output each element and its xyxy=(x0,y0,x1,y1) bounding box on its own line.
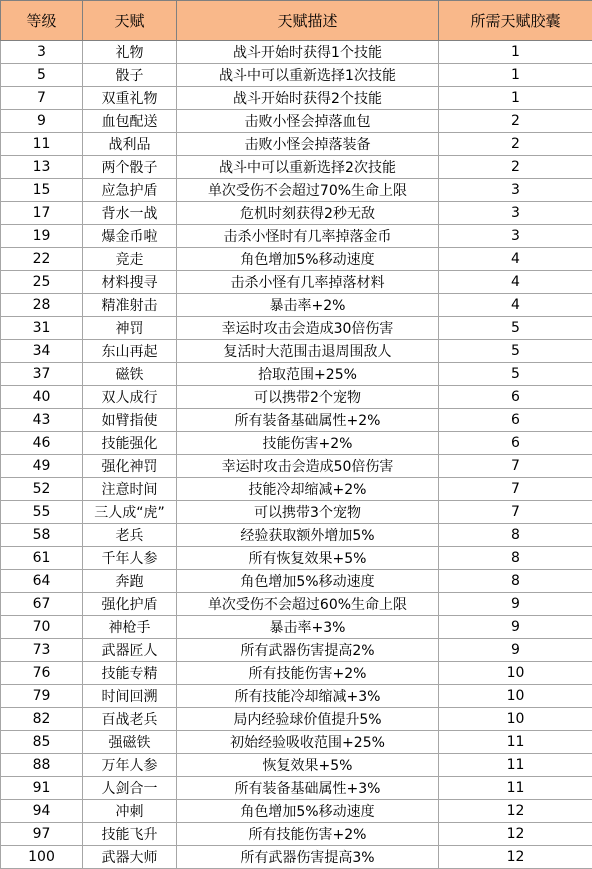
table-row xyxy=(1,823,592,846)
cell-level: 79 xyxy=(1,685,83,708)
cell-talent: 技能强化 xyxy=(83,432,177,455)
cell-talent: 技能飞升 xyxy=(83,823,177,846)
cell-description: 战斗中可以重新选择1次技能 xyxy=(177,64,439,87)
cell-talent: 磁铁 xyxy=(83,363,177,386)
table-row xyxy=(1,547,592,570)
table-header xyxy=(1,1,592,41)
cell-description: 所有技能伤害+2% xyxy=(177,662,439,685)
table-row xyxy=(1,409,592,432)
cell-talent: 注意时间 xyxy=(83,478,177,501)
cell-level: 55 xyxy=(1,501,83,524)
cell-talent: 礼物 xyxy=(83,41,177,64)
cell-talent: 技能专精 xyxy=(83,662,177,685)
cell-description: 暴击率+3% xyxy=(177,616,439,639)
cell-description: 角色增加5%移动速度 xyxy=(177,248,439,271)
cell-capsules: 9 xyxy=(439,616,592,639)
header-talent: 天赋 xyxy=(83,1,177,41)
table-row xyxy=(1,156,592,179)
cell-level: 22 xyxy=(1,248,83,271)
cell-talent: 东山再起 xyxy=(83,340,177,363)
cell-description: 可以携带2个宠物 xyxy=(177,386,439,409)
cell-level: 5 xyxy=(1,64,83,87)
cell-capsules: 12 xyxy=(439,800,592,823)
cell-talent: 精准射击 xyxy=(83,294,177,317)
cell-capsules: 1 xyxy=(439,41,592,64)
cell-capsules: 2 xyxy=(439,133,592,156)
cell-capsules: 10 xyxy=(439,662,592,685)
cell-level: 34 xyxy=(1,340,83,363)
cell-level: 88 xyxy=(1,754,83,777)
cell-talent: 材料搜寻 xyxy=(83,271,177,294)
cell-level: 13 xyxy=(1,156,83,179)
cell-description: 单次受伤不会超过70%生命上限 xyxy=(177,179,439,202)
cell-level: 37 xyxy=(1,363,83,386)
cell-description: 技能冷却缩减+2% xyxy=(177,478,439,501)
table-row xyxy=(1,340,592,363)
cell-level: 91 xyxy=(1,777,83,800)
cell-talent: 万年人参 xyxy=(83,754,177,777)
table-row xyxy=(1,294,592,317)
cell-talent: 老兵 xyxy=(83,524,177,547)
cell-level: 73 xyxy=(1,639,83,662)
cell-talent: 时间回溯 xyxy=(83,685,177,708)
cell-description: 战斗中可以重新选择2次技能 xyxy=(177,156,439,179)
table-row xyxy=(1,64,592,87)
cell-description: 危机时刻获得2秒无敌 xyxy=(177,202,439,225)
cell-capsules: 9 xyxy=(439,593,592,616)
cell-level: 97 xyxy=(1,823,83,846)
cell-description: 拾取范围+25% xyxy=(177,363,439,386)
cell-level: 52 xyxy=(1,478,83,501)
cell-level: 28 xyxy=(1,294,83,317)
table-row xyxy=(1,317,592,340)
cell-level: 70 xyxy=(1,616,83,639)
cell-talent: 神罚 xyxy=(83,317,177,340)
cell-capsules: 1 xyxy=(439,87,592,110)
cell-description: 暴击率+2% xyxy=(177,294,439,317)
cell-capsules: 3 xyxy=(439,179,592,202)
cell-level: 100 xyxy=(1,846,83,869)
cell-talent: 强化护盾 xyxy=(83,593,177,616)
cell-talent: 人剑合一 xyxy=(83,777,177,800)
cell-capsules: 5 xyxy=(439,317,592,340)
cell-capsules: 2 xyxy=(439,156,592,179)
cell-capsules: 4 xyxy=(439,271,592,294)
cell-description: 局内经验球价值提升5% xyxy=(177,708,439,731)
cell-talent: 千年人参 xyxy=(83,547,177,570)
cell-capsules: 6 xyxy=(439,432,592,455)
cell-description: 幸运时攻击会造成50倍伤害 xyxy=(177,455,439,478)
table-row xyxy=(1,202,592,225)
header-level: 等级 xyxy=(1,1,83,41)
table-row xyxy=(1,639,592,662)
table-row xyxy=(1,363,592,386)
header-capsules: 所需天赋胶囊 xyxy=(439,1,592,41)
cell-talent: 双人成行 xyxy=(83,386,177,409)
table-row xyxy=(1,478,592,501)
cell-description: 可以携带3个宠物 xyxy=(177,501,439,524)
cell-capsules: 4 xyxy=(439,248,592,271)
cell-description: 所有武器伤害提高3% xyxy=(177,846,439,869)
cell-capsules: 12 xyxy=(439,823,592,846)
cell-talent: 武器匠人 xyxy=(83,639,177,662)
table-row xyxy=(1,685,592,708)
table-row xyxy=(1,662,592,685)
cell-level: 85 xyxy=(1,731,83,754)
cell-level: 49 xyxy=(1,455,83,478)
cell-description: 恢复效果+5% xyxy=(177,754,439,777)
cell-description: 角色增加5%移动速度 xyxy=(177,800,439,823)
cell-capsules: 7 xyxy=(439,501,592,524)
cell-talent: 血包配送 xyxy=(83,110,177,133)
cell-capsules: 8 xyxy=(439,570,592,593)
cell-description: 击败小怪会掉落装备 xyxy=(177,133,439,156)
table-row xyxy=(1,432,592,455)
table-row xyxy=(1,616,592,639)
cell-level: 64 xyxy=(1,570,83,593)
cell-capsules: 1 xyxy=(439,64,592,87)
cell-talent: 强化神罚 xyxy=(83,455,177,478)
cell-capsules: 8 xyxy=(439,524,592,547)
cell-capsules: 7 xyxy=(439,478,592,501)
cell-talent: 三人成“虎” xyxy=(83,501,177,524)
cell-capsules: 5 xyxy=(439,340,592,363)
table-row xyxy=(1,133,592,156)
cell-capsules: 7 xyxy=(439,455,592,478)
table-row xyxy=(1,570,592,593)
cell-level: 76 xyxy=(1,662,83,685)
cell-capsules: 5 xyxy=(439,363,592,386)
cell-capsules: 2 xyxy=(439,110,592,133)
table-row xyxy=(1,455,592,478)
table-row xyxy=(1,87,592,110)
cell-level: 25 xyxy=(1,271,83,294)
cell-level: 94 xyxy=(1,800,83,823)
cell-level: 46 xyxy=(1,432,83,455)
cell-level: 40 xyxy=(1,386,83,409)
cell-level: 61 xyxy=(1,547,83,570)
cell-description: 击败小怪会掉落血包 xyxy=(177,110,439,133)
cell-level: 7 xyxy=(1,87,83,110)
cell-description: 经验获取额外增加5% xyxy=(177,524,439,547)
header-row xyxy=(1,1,592,41)
cell-capsules: 10 xyxy=(439,685,592,708)
cell-description: 技能伤害+2% xyxy=(177,432,439,455)
cell-level: 43 xyxy=(1,409,83,432)
cell-talent: 爆金币啦 xyxy=(83,225,177,248)
table-row xyxy=(1,248,592,271)
table-row xyxy=(1,179,592,202)
cell-level: 31 xyxy=(1,317,83,340)
cell-level: 17 xyxy=(1,202,83,225)
cell-talent: 战利品 xyxy=(83,133,177,156)
cell-talent: 如臂指使 xyxy=(83,409,177,432)
cell-level: 58 xyxy=(1,524,83,547)
cell-talent: 竞走 xyxy=(83,248,177,271)
table-body xyxy=(1,41,592,869)
table-row xyxy=(1,708,592,731)
table-row xyxy=(1,846,592,869)
cell-talent: 百战老兵 xyxy=(83,708,177,731)
table-row xyxy=(1,731,592,754)
table-row xyxy=(1,386,592,409)
cell-level: 15 xyxy=(1,179,83,202)
table-row xyxy=(1,593,592,616)
cell-talent: 双重礼物 xyxy=(83,87,177,110)
cell-description: 初始经验吸收范围+25% xyxy=(177,731,439,754)
cell-talent: 应急护盾 xyxy=(83,179,177,202)
cell-talent: 冲刺 xyxy=(83,800,177,823)
cell-description: 单次受伤不会超过60%生命上限 xyxy=(177,593,439,616)
cell-capsules: 3 xyxy=(439,202,592,225)
cell-capsules: 11 xyxy=(439,777,592,800)
header-description: 天赋描述 xyxy=(177,1,439,41)
cell-capsules: 3 xyxy=(439,225,592,248)
cell-level: 3 xyxy=(1,41,83,64)
cell-description: 击杀小怪有几率掉落材料 xyxy=(177,271,439,294)
table-row xyxy=(1,110,592,133)
table-row xyxy=(1,271,592,294)
cell-description: 所有装备基础属性+2% xyxy=(177,409,439,432)
cell-description: 所有武器伤害提高2% xyxy=(177,639,439,662)
cell-capsules: 9 xyxy=(439,639,592,662)
cell-description: 复活时大范围击退周围敌人 xyxy=(177,340,439,363)
cell-talent: 骰子 xyxy=(83,64,177,87)
cell-capsules: 10 xyxy=(439,708,592,731)
cell-capsules: 11 xyxy=(439,754,592,777)
cell-level: 67 xyxy=(1,593,83,616)
cell-talent: 武器大师 xyxy=(83,846,177,869)
table-row xyxy=(1,501,592,524)
cell-capsules: 6 xyxy=(439,409,592,432)
cell-description: 所有恢复效果+5% xyxy=(177,547,439,570)
table-row xyxy=(1,754,592,777)
cell-capsules: 6 xyxy=(439,386,592,409)
cell-level: 11 xyxy=(1,133,83,156)
table-row xyxy=(1,225,592,248)
cell-talent: 背水一战 xyxy=(83,202,177,225)
cell-capsules: 4 xyxy=(439,294,592,317)
cell-description: 所有技能伤害+2% xyxy=(177,823,439,846)
cell-talent: 奔跑 xyxy=(83,570,177,593)
cell-talent: 强磁铁 xyxy=(83,731,177,754)
cell-level: 19 xyxy=(1,225,83,248)
cell-description: 所有技能冷却缩减+3% xyxy=(177,685,439,708)
cell-level: 82 xyxy=(1,708,83,731)
table-row xyxy=(1,800,592,823)
table-row xyxy=(1,777,592,800)
cell-talent: 两个骰子 xyxy=(83,156,177,179)
table-row xyxy=(1,41,592,64)
cell-capsules: 8 xyxy=(439,547,592,570)
cell-description: 击杀小怪时有几率掉落金币 xyxy=(177,225,439,248)
cell-capsules: 11 xyxy=(439,731,592,754)
cell-talent: 神枪手 xyxy=(83,616,177,639)
cell-description: 幸运时攻击会造成30倍伤害 xyxy=(177,317,439,340)
cell-description: 所有装备基础属性+3% xyxy=(177,777,439,800)
cell-level: 9 xyxy=(1,110,83,133)
cell-description: 角色增加5%移动速度 xyxy=(177,570,439,593)
cell-capsules: 12 xyxy=(439,846,592,869)
cell-description: 战斗开始时获得2个技能 xyxy=(177,87,439,110)
table-row xyxy=(1,524,592,547)
cell-description: 战斗开始时获得1个技能 xyxy=(177,41,439,64)
